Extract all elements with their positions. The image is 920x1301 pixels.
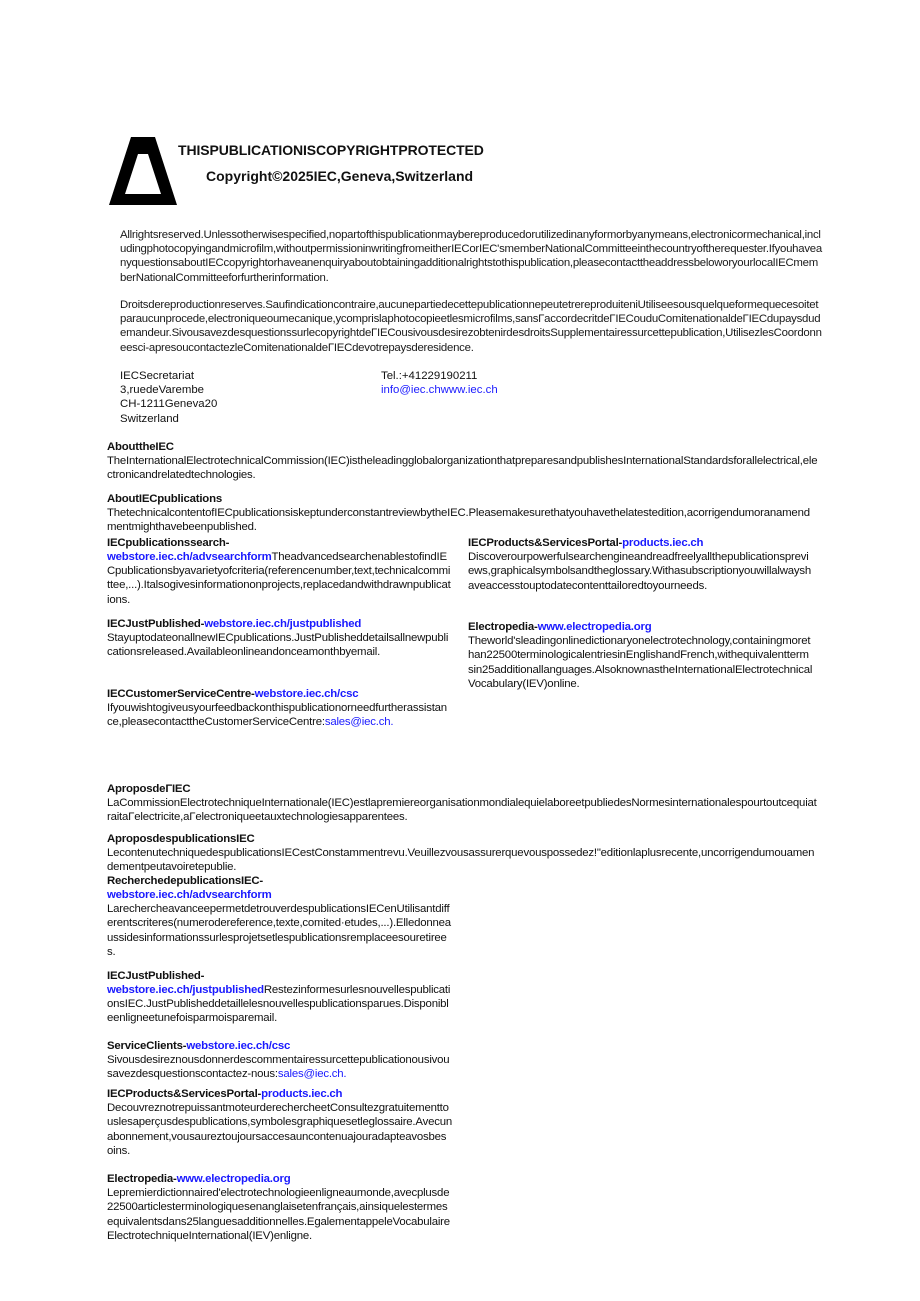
portal-body: Discoverourpowerfulsearchengineandreadfreelyallthepublicationspreviews,graphicalsymbolsandtheglossary.Withasubscriptionyouwillalwayshaveaccesstouptodatecontenttailoredtoyourneeds. [468,551,812,592]
electropedia-section [468,620,813,691]
fr-products-link[interactable]: products.iec.ch [261,1088,343,1100]
customer-service-body: Ifyouwishtogiveusyourfeedbackonthispublicationorneedfurtherassistance,pleasecontacttheCustomerServiceCentre: [107,702,447,729]
rights-french: Droitsdereproductionreserves.Saufindicationcontraire,aucunepartiedecettepublicationnepeutetrereproduiteniUtiliseesousquelqueformequecesoitetparaucunprocede,electroniqueoumecanique,ycomprislaphotocopieetlesmicrofilms,sansΓaccordecritdeΓIECouduComitenationaldeΓIECdupaysdudemandeur.SivousavezdesquestionssurlecopyrightdeΓIECousivousdesirezobtenirdesdroitsSupplementairessurcettepublication,UtilisezlesCoordonneesci-apresoucontactezleComitenationaldeΓIECdevotrepaysderesidence. [120,299,822,354]
advsearch-link[interactable]: webstore.iec.ch/advsearchform [107,551,272,563]
search-section [107,536,452,607]
address-line: IECSecretariat [120,370,195,382]
sales-email-link[interactable]: sales@iec.ch. [324,716,394,729]
fr-search-body: LarechercheavanceepermetdetrouverdespublicationsIECenUtilisantdifferentscriteres(numerodereference,texte,comited·etudes,...).Elledonneaussidesinformationssurlesprojetsetlespublicationsremplaceesouretirees. [107,903,451,958]
about-pubs-body: ThetechnicalcontentofIECpublicationsiskeptunderconstantreviewbytheIEC.Pleasemakesurethatyouhavethelatestedition,acorrigendumoranamendmentmighthavebeenpublished. [107,507,810,534]
address-line: 3,ruedeVarembe [120,384,205,397]
just-published-section [107,617,452,660]
fr-portal-section [107,1087,452,1158]
about-iec-section [107,440,819,482]
address-line: CH-1211Geneva20 [120,398,218,411]
just-published-heading: IECJustPublished- [107,618,205,630]
fr-search-heading: RecherchedepublicationsIEC- [107,875,264,887]
fr-justpublished-link[interactable]: webstore.iec.ch/justpublished [107,984,264,996]
electropedia-heading: Electropedia- [468,621,538,633]
products-link[interactable]: products.iec.ch [622,537,704,549]
fr-about-iec-heading: AproposdeΓIEC [107,783,191,795]
fr-sales-email-link[interactable]: sales@iec.ch. [277,1068,347,1081]
search-heading: IECpublicationssearch- [107,537,230,549]
search-body: TheadvancedsearchenablestofindIECpublicationsbyavarietyofcriteria(referencenumber,text,technicalcommittee,...).Italsogivesinformationonprojects,replacedandwithdrawnpublications. [107,551,451,606]
copyright-line: Copyright©2025IEC,Geneva,Switzerland [206,168,474,184]
fr-electropedia-heading: Electropedia- [107,1173,177,1185]
fr-electropedia-body: Lepremierdictionnaired'electrotechnologieenligneaumonde,avecplusde22500articlesterminologiquesenanglaisetenfrançais,ainsiquelestermesequivalentsdans25languesadditionnelles.EgalementappeleVocabulaireElectrotechniqueInternational(IEV)enligne. [107,1187,450,1242]
telephone: Tel.:+41229190211 [381,370,478,382]
contact-block [381,369,498,397]
triangle-delta-icon [108,136,178,206]
fr-portal-heading: IECProducts&ServicesPortal- [107,1088,262,1100]
rights-english: Allrightsreserved.Unlessotherwisespecified,nopartofthispublicationmaybereproducedorutilizedinanyformorbyanymeans,electronicormechanical,includingphotocopyingandmicrofilm,withoutpermissioninwritingfromeitherIECorIEC'smemberNationalCommitteeinthecountryoftherequester.IfyouhaveanyquestionsaboutIECcopyrightorhaveanenquiryaboutobtainingadditionalrightstothispublication,pleasecontacttheaddressbeloworyourlocalIECmemberNationalCommitteeforfurtherinformation. [120,229,822,284]
fr-about-pubs-section [107,832,819,874]
about-pubs-heading: AboutIECpublications [107,493,222,505]
fr-just-published-heading: IECJustPublished- [107,970,205,982]
fr-electropedia-link[interactable]: www.electropedia.org [176,1173,291,1185]
fr-about-pubs-body: LecontenutechniquedespublicationsIECestConstammentrevu.Veuillezvousassurerquevouspossedez!"editionlaplusrecente,uncorrigendumouamendementpeutavoiretepublie. [107,847,815,874]
email-web-link[interactable]: info@iec.chwww.iec.ch [381,384,498,397]
just-published-body: StayuptodateonallnewIECpublications.JustPublisheddetailsallnewpublicationsreleased.Availableonlineandonceamonthbyemail. [107,632,449,659]
address-block [120,369,217,426]
fr-portal-body: DecouvreznotrepuissantmoteurderechercheetConsultezgratuitementtouslesaperçusdespublications,symbolesgraphiquesetleglossaire.Avecunabonnement,vousaureztoujoursaccesauncontenuajouradapteavosbesoins. [107,1102,452,1157]
fr-advsearch-link[interactable]: webstore.iec.ch/advsearchform [107,889,272,901]
fr-customer-service-heading: ServiceClients- [107,1040,187,1052]
address-line: Switzerland [120,412,179,425]
electropedia-body: Theworld'sleadingonlinedictionaryonelectrotechnology,containingmorethan22500terminologicalentriesinEnglishandFrench,withequivalenttermsin25additionallanguages.AlsoknownastheInternationalElectrotechnicalVocabulary(IEV)online. [468,635,813,690]
customer-service-heading: IECCustomerServiceCentre- [107,688,255,700]
copyright-title: THISPUBLICATIONISCOPYRIGHTPROTECTED [178,142,484,158]
fr-just-published-section [107,969,452,1026]
electropedia-link[interactable]: www.electropedia.org [537,621,652,633]
fr-just-published-body: RestezinformesurlesnouvellespublicationsIEC.JustPublisheddetaillelesnouvellespublicationsparues.Disponibleenligneetunefoisparmoisparemail. [107,984,451,1025]
justpublished-link[interactable]: webstore.iec.ch/justpublished [204,618,362,630]
fr-customer-service-body: Sivousdesireznousdonnerdescommentairessurcettepublicationousivousavezdesquestionscontactez-nous: [107,1054,450,1081]
fr-customer-service-section [107,1039,452,1082]
fr-about-iec-body: LaCommissionElectrotechniqueInternationale(IEC)estlapremiereorganisationmondialequielaboreetpubliedesNormesinternationalespourtoutcequiatraitaΓelectricite,aΓelectroniqueetauxtechnologiesapparentees. [107,797,817,824]
portal-heading: IECProducts&ServicesPortal- [468,537,623,549]
customer-service-section [107,687,452,730]
fr-about-iec-section [107,782,819,824]
fr-about-pubs-heading: AproposdespublicationsIEC [107,833,255,845]
fr-search-section [107,874,452,959]
csc-link[interactable]: webstore.iec.ch/csc [254,688,359,700]
about-iec-heading: AbouttheIEC [107,441,174,453]
fr-electropedia-section [107,1172,452,1243]
about-iec-body: TheInternationalElectrotechnicalCommission(IEC)istheleadingglobalorganizationthatpreparesandpublishesInternationalStandardsforallelectrical,electronicandrelatedtechnologies. [107,455,818,482]
fr-csc-link[interactable]: webstore.iec.ch/csc [186,1040,291,1052]
portal-section [468,536,813,593]
about-pubs-section [107,492,819,534]
